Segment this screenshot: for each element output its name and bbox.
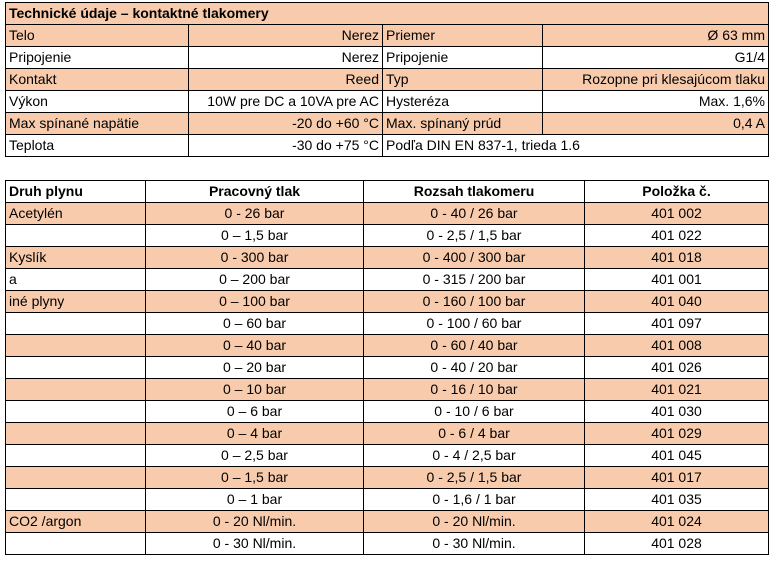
- gas-type-cell: [6, 357, 146, 379]
- gas-type-cell: [6, 401, 146, 423]
- table-row: [6, 467, 769, 489]
- gauge-range-cell: 0 - 100 / 60 bar: [364, 313, 585, 335]
- gauge-range-cell: 0 - 40 / 20 bar: [364, 357, 585, 379]
- working-pressure-cell: 0 - 300 bar: [146, 247, 364, 269]
- working-pressure-cell: 0 - 20 Nl/min.: [146, 511, 364, 533]
- item-number-cell: 401 017: [585, 467, 769, 489]
- spec-value: -30 do +75 °C: [189, 135, 383, 157]
- item-number-cell: 401 008: [585, 335, 769, 357]
- working-pressure-cell: 0 – 2,5 bar: [146, 445, 364, 467]
- working-pressure-cell: 0 – 200 bar: [146, 269, 364, 291]
- working-pressure-cell: 0 - 30 Nl/min.: [146, 533, 364, 555]
- item-number-cell: 401 035: [585, 489, 769, 511]
- gas-type-cell: [6, 313, 146, 335]
- table-row: [6, 489, 769, 511]
- working-pressure-cell: 0 – 4 bar: [146, 423, 364, 445]
- item-number-cell: 401 022: [585, 225, 769, 247]
- table-row: [6, 511, 769, 533]
- working-pressure-cell: 0 – 6 bar: [146, 401, 364, 423]
- specs-row: [6, 135, 769, 157]
- table-row: [6, 225, 769, 247]
- gas-type-cell: [6, 335, 146, 357]
- item-number-cell: 401 028: [585, 533, 769, 555]
- item-number-cell: 401 040: [585, 291, 769, 313]
- header-gauge-range: Rozsah tlakomeru: [364, 181, 585, 203]
- table-row: [6, 313, 769, 335]
- specs-row: [6, 113, 769, 135]
- table-row: [6, 291, 769, 313]
- gas-type-cell: Acetylén: [6, 203, 146, 225]
- item-number-cell: 401 018: [585, 247, 769, 269]
- gauge-range-cell: 0 - 1,6 / 1 bar: [364, 489, 585, 511]
- gas-type-cell: Kyslík: [6, 247, 146, 269]
- table-row: [6, 401, 769, 423]
- working-pressure-cell: 0 – 1 bar: [146, 489, 364, 511]
- spec-label-2: Pripojenie: [383, 47, 543, 69]
- gas-type-cell: iné plyny: [6, 291, 146, 313]
- spec-value: 10W pre DC a 10VA pre AC: [189, 91, 383, 113]
- table-row: [6, 357, 769, 379]
- gauge-range-cell: 0 - 400 / 300 bar: [364, 247, 585, 269]
- spec-label: Pripojenie: [6, 47, 189, 69]
- gauge-range-cell: 0 - 10 / 6 bar: [364, 401, 585, 423]
- working-pressure-cell: 0 – 10 bar: [146, 379, 364, 401]
- specs-title-row: [6, 3, 769, 25]
- gas-type-cell: [6, 423, 146, 445]
- table-row: [6, 335, 769, 357]
- gas-type-cell: [6, 225, 146, 247]
- item-number-cell: 401 021: [585, 379, 769, 401]
- gas-type-cell: a: [6, 269, 146, 291]
- spec-value: Reed: [189, 69, 383, 91]
- gauge-range-cell: 0 - 315 / 200 bar: [364, 269, 585, 291]
- item-number-cell: 401 001: [585, 269, 769, 291]
- working-pressure-cell: 0 – 40 bar: [146, 335, 364, 357]
- item-number-cell: 401 029: [585, 423, 769, 445]
- spec-value: Nerez: [189, 25, 383, 47]
- working-pressure-cell: 0 – 20 bar: [146, 357, 364, 379]
- working-pressure-cell: 0 – 1,5 bar: [146, 467, 364, 489]
- working-pressure-cell: 0 – 1,5 bar: [146, 225, 364, 247]
- specs-table: [5, 2, 769, 157]
- gauge-range-cell: 0 - 2,5 / 1,5 bar: [364, 467, 585, 489]
- specs-row: [6, 69, 769, 91]
- header-item-number: Položka č.: [585, 181, 769, 203]
- table-row: [6, 203, 769, 225]
- item-number-cell: 401 002: [585, 203, 769, 225]
- spec-note: Podľa DIN EN 837-1, trieda 1.6: [383, 135, 769, 157]
- spec-label: Kontakt: [6, 69, 189, 91]
- gas-type-cell: [6, 467, 146, 489]
- item-number-cell: 401 024: [585, 511, 769, 533]
- gauge-range-cell: 0 - 30 Nl/min.: [364, 533, 585, 555]
- item-number-cell: 401 097: [585, 313, 769, 335]
- gauge-range-cell: 0 - 2,5 / 1,5 bar: [364, 225, 585, 247]
- specs-row: [6, 47, 769, 69]
- table-row: [6, 445, 769, 467]
- table-row: [6, 269, 769, 291]
- specs-row: [6, 91, 769, 113]
- item-number-cell: 401 026: [585, 357, 769, 379]
- gauge-range-cell: 0 - 20 Nl/min.: [364, 511, 585, 533]
- header-working-pressure: Pracovný tlak: [146, 181, 364, 203]
- spec-value-2: 0,4 A: [543, 113, 769, 135]
- gas-type-cell: [6, 489, 146, 511]
- spec-value: Nerez: [189, 47, 383, 69]
- gas-type-cell: CO2 /argon: [6, 511, 146, 533]
- spec-label-2: Typ: [383, 69, 543, 91]
- spec-value: -20 do +60 °C: [189, 113, 383, 135]
- spec-value-2: Max. 1,6%: [543, 91, 769, 113]
- gauge-range-cell: 0 - 60 / 40 bar: [364, 335, 585, 357]
- gauge-range-cell: 0 - 6 / 4 bar: [364, 423, 585, 445]
- spec-label: Teplota: [6, 135, 189, 157]
- gas-table: [5, 180, 769, 555]
- spec-label: Výkon: [6, 91, 189, 113]
- table-row: [6, 533, 769, 555]
- item-number-cell: 401 030: [585, 401, 769, 423]
- table-row: [6, 423, 769, 445]
- spec-label-2: Priemer: [383, 25, 543, 47]
- table-row: [6, 379, 769, 401]
- gauge-range-cell: 0 - 160 / 100 bar: [364, 291, 585, 313]
- spec-value-2: G1/4: [543, 47, 769, 69]
- gauge-range-cell: 0 - 40 / 26 bar: [364, 203, 585, 225]
- gas-type-cell: [6, 445, 146, 467]
- gauge-range-cell: 0 - 4 / 2,5 bar: [364, 445, 585, 467]
- spec-value-2: Rozopne pri klesajúcom tlaku: [543, 69, 769, 91]
- gas-table-header: [6, 181, 769, 203]
- item-number-cell: 401 045: [585, 445, 769, 467]
- working-pressure-cell: 0 – 60 bar: [146, 313, 364, 335]
- specs-title: Technické údaje – kontaktné tlakomery: [6, 3, 769, 25]
- gas-type-cell: [6, 379, 146, 401]
- spec-label: Max spínané napätie: [6, 113, 189, 135]
- spec-label-2: Max. spínaný prúd: [383, 113, 543, 135]
- spec-label: Telo: [6, 25, 189, 47]
- specs-row: [6, 25, 769, 47]
- working-pressure-cell: 0 – 100 bar: [146, 291, 364, 313]
- spec-value-2: Ø 63 mm: [543, 25, 769, 47]
- working-pressure-cell: 0 - 26 bar: [146, 203, 364, 225]
- spec-label-2: Hysteréza: [383, 91, 543, 113]
- gauge-range-cell: 0 - 16 / 10 bar: [364, 379, 585, 401]
- gas-type-cell: [6, 533, 146, 555]
- header-gas-type: Druh plynu: [6, 181, 146, 203]
- table-row: [6, 247, 769, 269]
